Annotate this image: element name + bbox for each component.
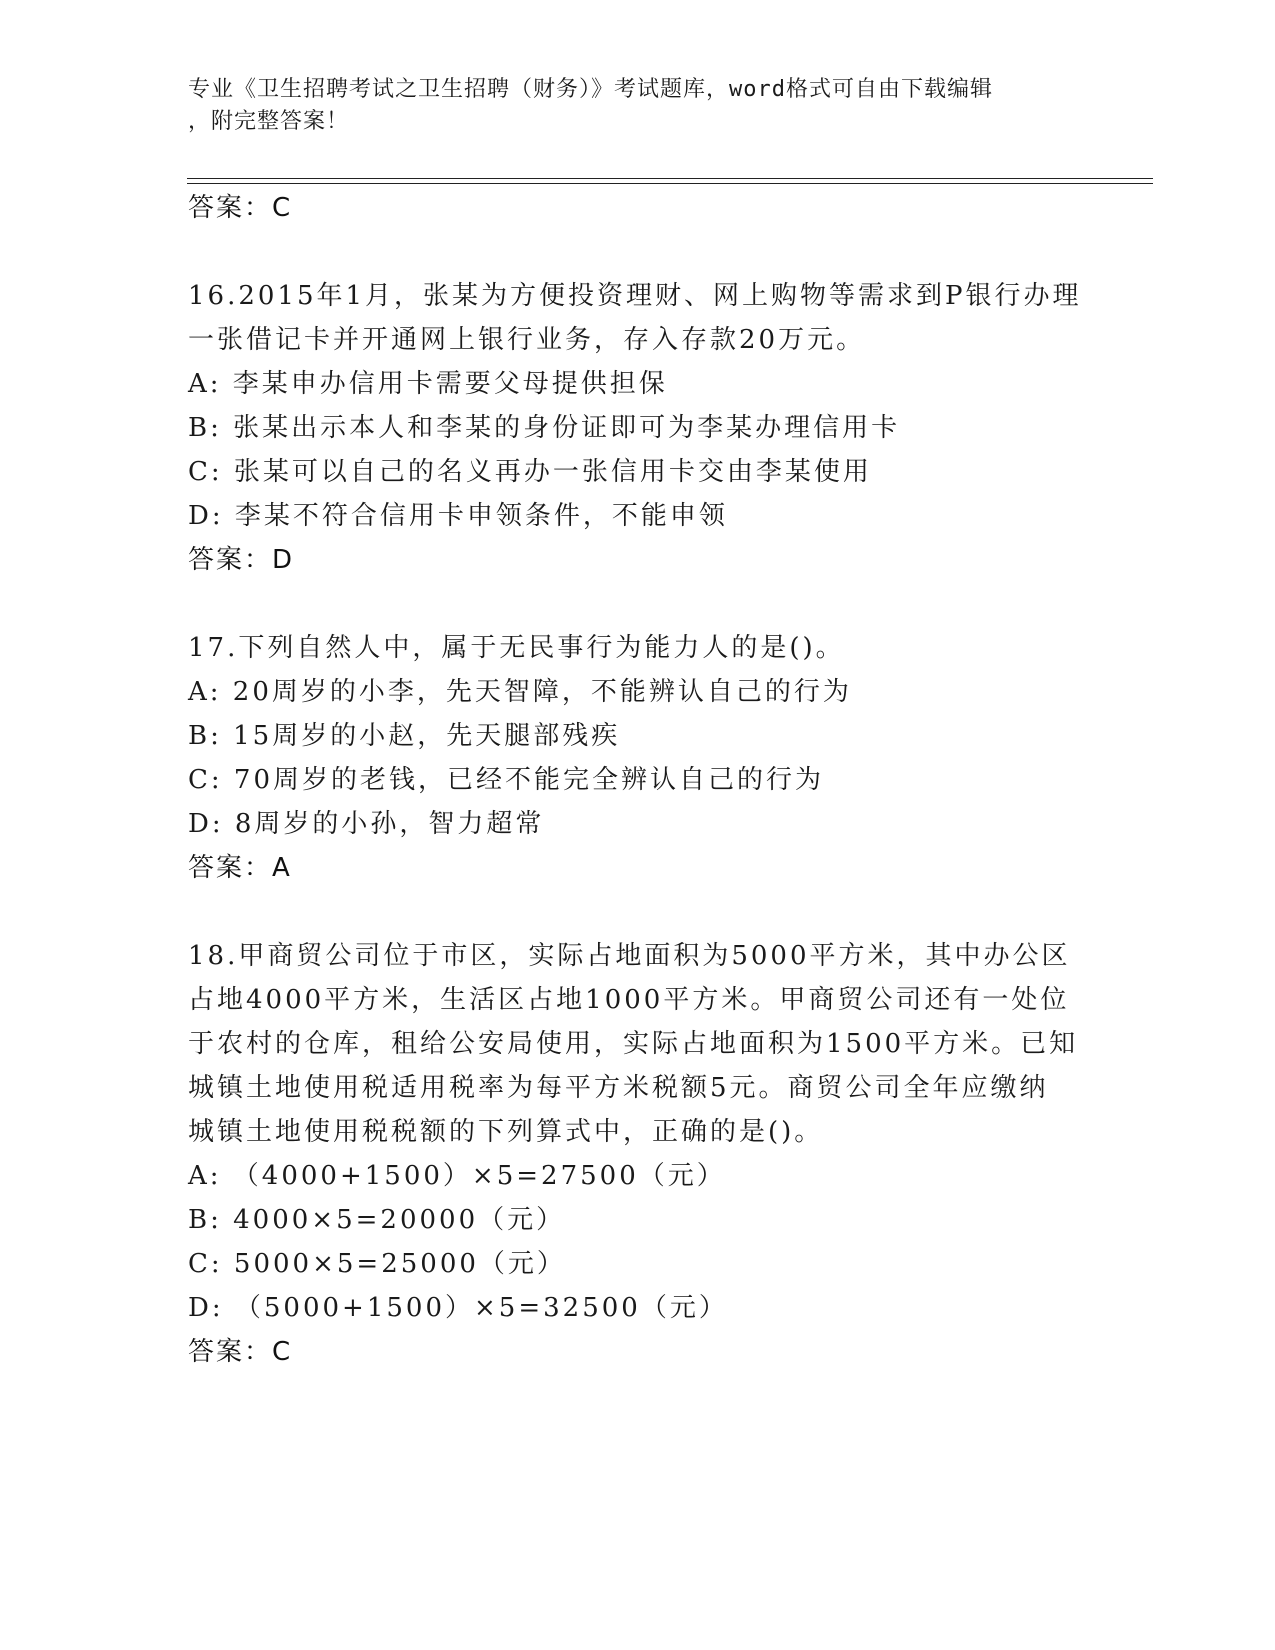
header-line-1: 专业《卫生招聘考试之卫生招聘（财务）》考试题库，word格式可自由下载编辑 xyxy=(188,77,993,102)
question-16-stem-line-1: 16.2015年1月，张某为方便投资理财、网上购物等需求到P银行办理 xyxy=(188,281,1082,311)
question-18-option-b: B: 4000×5=20000（元） xyxy=(188,1205,566,1235)
question-17-answer: 答案：A xyxy=(188,853,292,883)
question-17-option-c: C: 70周岁的老钱，已经不能完全辨认自己的行为 xyxy=(188,765,825,795)
document-header xyxy=(188,74,1078,138)
question-18-stem-line-1: 18.甲商贸公司位于市区，实际占地面积为5000平方米，其中办公区 xyxy=(188,941,1071,971)
header-line-2: ，附完整答案！ xyxy=(188,109,350,134)
question-18-stem-line-3: 于农村的仓库，租给公安局使用，实际占地面积为1500平方米。已知 xyxy=(188,1029,1079,1059)
question-17-option-a: A: 20周岁的小李，先天智障，不能辨认自己的行为 xyxy=(188,677,852,707)
previous-answer: 答案：C xyxy=(188,193,293,223)
question-18-answer: 答案：C xyxy=(188,1337,293,1367)
question-16-answer: 答案：D xyxy=(188,545,295,575)
question-16-option-c: C: 张某可以自己的名义再办一张信用卡交由李某使用 xyxy=(188,457,872,487)
question-18-stem-line-2: 占地4000平方米，生活区占地1000平方米。甲商贸公司还有一处位 xyxy=(188,985,1070,1015)
question-18-stem-line-4: 城镇土地使用税适用税率为每平方米税额5元。商贸公司全年应缴纳 xyxy=(188,1073,1049,1103)
question-17-option-d: D: 8周岁的小孙，智力超常 xyxy=(188,809,545,839)
question-16-option-d: D: 李某不符合信用卡申领条件，不能申领 xyxy=(188,501,728,531)
question-18-stem-line-5: 城镇土地使用税税额的下列算式中，正确的是()。 xyxy=(188,1117,824,1147)
header-divider-bottom xyxy=(187,183,1153,184)
question-18-option-c: C: 5000×5=25000（元） xyxy=(188,1249,566,1279)
question-17-option-b: B: 15周岁的小赵，先天腿部残疾 xyxy=(188,721,621,751)
question-18-option-a: A: （4000+1500）×5=27500（元） xyxy=(188,1161,726,1191)
header-divider-top xyxy=(187,178,1153,179)
question-16-option-a: A: 李某申办信用卡需要父母提供担保 xyxy=(188,369,668,399)
question-16-option-b: B: 张某出示本人和李某的身份证即可为李某办理信用卡 xyxy=(188,413,901,443)
question-17-stem-line-1: 17.下列自然人中，属于无民事行为能力人的是()。 xyxy=(188,633,845,663)
question-16-stem-line-2: 一张借记卡并开通网上银行业务，存入存款20万元。 xyxy=(188,325,866,355)
question-18-option-d: D: （5000+1500）×5=32500（元） xyxy=(188,1293,728,1323)
